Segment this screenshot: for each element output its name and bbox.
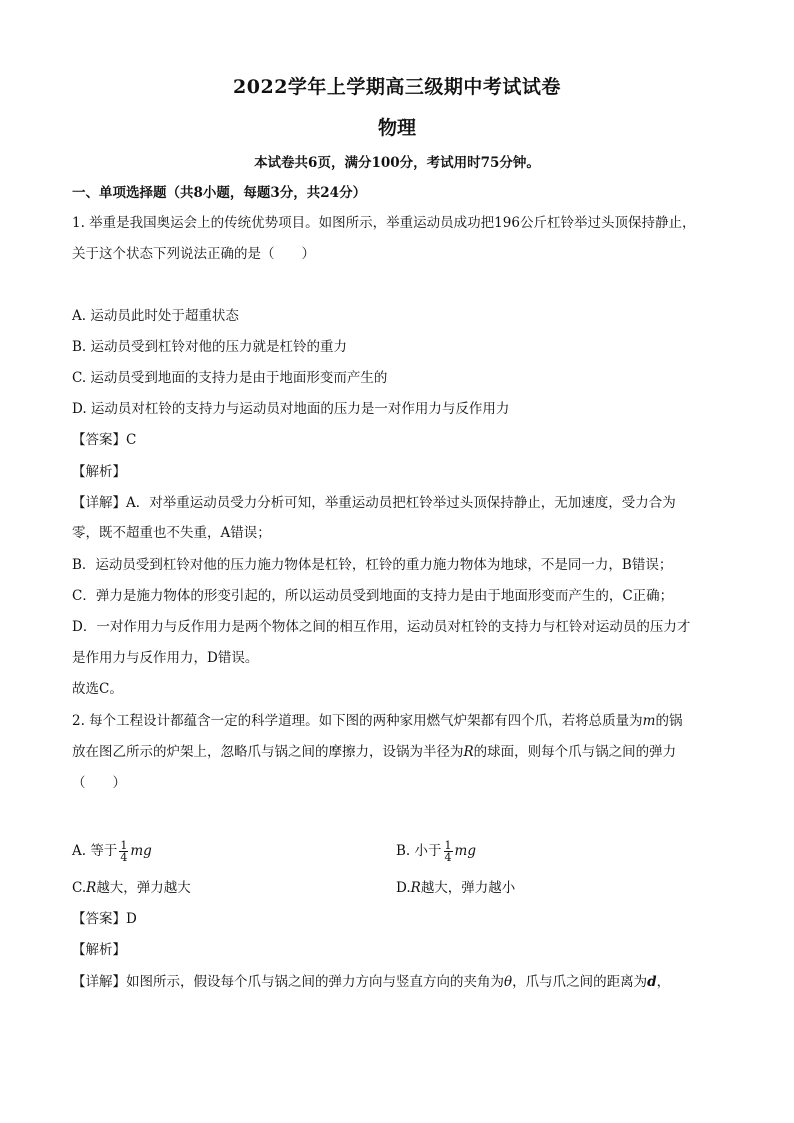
fraction-one-quarter: [444, 840, 453, 863]
q2-radius-variable: R: [463, 744, 474, 760]
q2-option-d-variable: R: [410, 880, 421, 896]
q2-option-b: [396, 840, 476, 863]
mg-term: mg: [130, 843, 152, 859]
q1-detail-line1: 【详解】A．对举重运动员受力分析可知，举重运动员把杠铃举过头顶保持静止，无加速度，受力合为: [72, 495, 676, 511]
q2-mass-variable: m: [642, 713, 656, 729]
subject-title: 物理: [377, 117, 416, 139]
q1-detail-line3: B．运动员受到杠铃对他的压力施力物体是杠铃，杠铃的重力施力物体为地球，不是同一力，B错误；: [72, 557, 673, 573]
theta-symbol: θ: [504, 974, 513, 990]
q1-stem-line2: 关于这个状态下列说法正确的是（ ）: [72, 246, 315, 262]
q1-analysis-label: 【解析】: [72, 464, 126, 480]
q2-analysis-label: 【解析】: [72, 942, 126, 958]
q1-detail-line5: D．一对作用力与反作用力是两个物体之间的相互作用，运动员对杠铃的支持力与杠铃对运动员的压力才: [72, 619, 691, 635]
q2-detail-text: 【详解】如图所示，假设每个爪与锅之间的弹力方向与竖直方向的夹角为: [72, 974, 504, 990]
q1-detail-line4: C．弹力是施力物体的形变引起的，所以运动员受到地面的支持力是由于地面形变而产生的，C正确；: [72, 588, 674, 604]
q2-stem-line1-text: 2. 每个工程设计都蕴含一定的科学道理。如下图的两种家用燃气炉架都有四个爪，若将总质量为: [72, 713, 643, 729]
q2-detail-text-end: ，: [656, 974, 671, 990]
q1-option-a: A. 运动员此时处于超重状态: [72, 308, 239, 324]
fraction-one-quarter: [119, 840, 128, 863]
q2-option-d-text: 越大，弹力越小: [420, 880, 516, 896]
q2-stem-line1: [72, 711, 732, 731]
q2-stem-line3: （ ）: [72, 775, 126, 791]
q2-option-d-prefix: D.: [396, 880, 411, 896]
q1-answer: 【答案】C: [72, 432, 137, 448]
q1-option-c: C. 运动员受到地面的支持力是由于地面形变而产生的: [72, 370, 388, 386]
q2-option-c-variable: R: [86, 880, 97, 896]
q1-option-b: B. 运动员受到杠铃对他的压力就是杠铃的重力: [72, 339, 348, 355]
q2-detail-text-mid: ，爪与爪之间的距离为: [512, 974, 648, 990]
q2-stem-line2: [72, 742, 732, 762]
fraction-denominator: 4: [120, 851, 128, 864]
q2-detail-line1: [72, 972, 732, 992]
q2-stem-line1-tail: 的锅: [655, 713, 683, 729]
q2-answer: 【答案】D: [72, 911, 137, 927]
section-heading: 一、单项选择题（共8小题，每题3分，共24分）: [72, 185, 367, 201]
exam-info: 本试卷共6页，满分100分，考试用时75分钟。: [254, 155, 540, 171]
q2-option-a-prefix: A. 等于: [72, 843, 118, 859]
q1-conclusion: 故选C。: [72, 681, 123, 697]
q2-stem-line2-tail: 的球面，则每个爪与锅之间的弹力: [473, 744, 677, 760]
fraction-numerator: 1: [120, 839, 128, 852]
q1-detail-line2: 零，既不超重也不失重，A错误；: [72, 525, 271, 541]
q2-option-a: [72, 840, 372, 863]
q1-stem-line1: 1. 举重是我国奥运会上的传统优势项目。如图所示，举重运动员成功把196公斤杠铃举过头顶保持静止，: [72, 215, 696, 231]
exam-title: 2022学年上学期高三级期中考试试卷: [233, 76, 561, 98]
q1-detail-line6: 是作用力与反作用力，D错误。: [72, 650, 259, 666]
fraction-numerator: 1: [444, 839, 452, 852]
fraction-denominator: 4: [444, 851, 452, 864]
distance-symbol: d: [647, 974, 657, 990]
q2-stem-line2-text: 放在图乙所示的炉架上，忽略爪与锅之间的摩擦力，设锅为半径为: [72, 744, 464, 760]
q2-option-c: [72, 878, 372, 898]
mg-term: mg: [454, 843, 476, 859]
q2-option-d: [396, 878, 515, 898]
q1-option-d: D. 运动员对杠铃的支持力与运动员对地面的压力是一对作用力与反作用力: [72, 401, 510, 417]
q2-option-c-prefix: C.: [72, 880, 87, 896]
q2-option-b-prefix: B. 小于: [396, 843, 442, 859]
q2-option-c-text: 越大，弹力越大: [96, 880, 191, 896]
